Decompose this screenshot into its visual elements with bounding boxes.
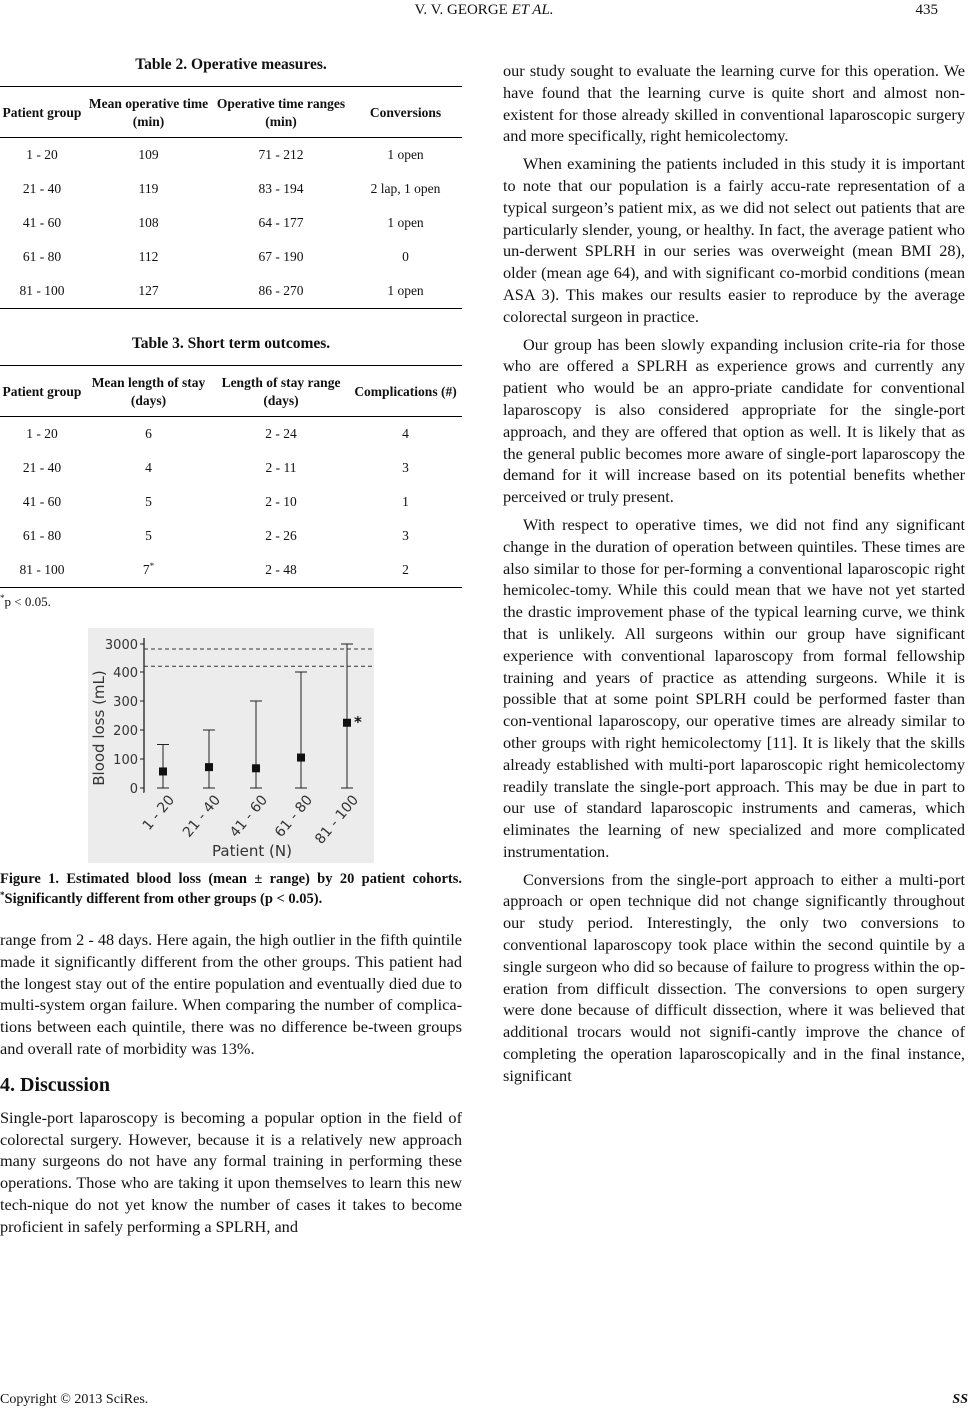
table-cell: 1 open [387,215,424,230]
y-tick-label: 400 [113,666,138,681]
table-cell: 119 [138,181,159,196]
table-cell: 81 - 100 [0,274,84,309]
table-cell: 2 - 24 [265,426,297,441]
figure-caption-mark: * [0,890,5,900]
table-cell: 86 - 270 [213,274,349,309]
table-cell: 21 - 40 [22,181,62,196]
table2-header-cell: Conversions [349,87,462,138]
paragraph: Conversions from the single-port approach to either a multi-port approach or open technique did not change significantly throughout our study period. Interestingly, the only two conversions to conventional laparoscopy took place within the second quintile by a single surgeon who did so because of failure to progress within the op-eration from difficult dissection. The conversions to open surgery were done because of difficult dissection, where it was believed that additional trocars would not signifi-cantly improve the chance of completing the operation laparoscopically and in the final instance, significant [503,869,965,1085]
table-cell-value: 7 [142,562,150,577]
table-row [0,206,462,240]
table2-header-cell: Patient group [0,87,84,138]
table-cell: 61 - 80 [22,249,62,264]
table-cell: 109 [138,147,159,162]
table-row [0,519,462,553]
y-tick-label: 3000 [104,638,138,653]
table-cell: 83 - 194 [258,181,304,196]
table-cell: 81 - 100 [0,553,84,588]
table2-caption: Table 2. Operative measures. [135,56,327,73]
table-cell: 1 open [387,147,424,162]
table-cell: 6 [145,426,152,441]
right-column [503,50,965,1087]
mean-point [343,719,351,727]
mean-point [205,763,213,771]
paragraph: With respect to operative times, we did not find any significant change in the duration of operation between quintiles. These times are also similar to those for per-forming a conventional laparoscopic right hemicolec-tomy. While this could mean that we have not yet started the drastic improvement phase of the typical learning curve, we think that is unlikely. All surgeons within our group have significant experience with conventional laparoscopy from formal fellowship training and years of practice as attending surgeons. While it is possible that at some point SPLRH could be performed faster than con-ventional laparoscopy, our operative times are already similar to other groups with right hemicolectomy [11]. It is likely that the skills already established with multi-port laparoscopic right hemicolectomy readily translate the single-port approach. This may be due in part to our use of standard laparoscopic instruments and cameras, which eliminates the learning of new specialized and more complicated instrumentation. [503,514,965,861]
table-cell: 61 - 80 [22,528,62,543]
header-authors: V. V. GEORGE [414,2,508,18]
left-body-text [0,929,462,1238]
x-tick-label: 41 - 60 [226,792,272,841]
table-row [0,240,462,274]
y-tick-label: 100 [113,753,138,768]
table-cell: 2 lap, 1 open [370,181,441,196]
table-cell: 41 - 60 [22,215,62,230]
x-tick-label: 81 - 100 [312,792,363,848]
table-cell: 4 [402,426,409,441]
page-number: 435 [915,2,938,18]
table3-header-cell: Length of stay range (days) [213,366,349,417]
table-row [0,485,462,519]
table-cell: 41 - 60 [22,494,62,509]
y-tick-label: 200 [113,724,138,739]
paragraph: Single-port laparoscopy is becoming a popular option in the field of colorectal surgery. However, because it is a relatively new approach many surgeons do not have any formal training in performing these operations. Those who are taking it upon themselves to learn this new tech-nique do not yet know the number of cases it takes to become proficient in safely performing a SPLRH, and [0,1107,462,1236]
footnote-text: p < 0.05. [4,594,51,609]
table-cell: 4 [145,460,152,475]
header-etal: ET AL. [511,2,554,18]
running-header [0,2,968,24]
table-row [0,138,462,173]
table-cell: 2 - 11 [265,460,297,475]
figure-1 [0,628,462,863]
figure-caption-rest: Significantly different from other groups (p < 0.05). [4,891,323,907]
table3-footnote [0,594,462,610]
table3-header-row [0,366,462,417]
table-cell: 3 [402,460,409,475]
table-cell: 1 [402,494,409,509]
table-cell [84,553,213,588]
paragraph: When examining the patients included in this study it is important to note that our population is a fairly accu-rate representation of a typical surgeon’s patient mix, as we did not select out patients that are particularly slender, young, or healthy. In fact, the average patient who un-derwent SPLRH in our series was overweight (mean BMI 28), older (mean age 64), and with significant co-morbid conditions (mean ASA 3). This makes our results easier to reproduce by the average colorectal surgeon in practice. [503,154,965,326]
mean-point [159,767,167,775]
section-heading: 4. Discussion [0,1073,111,1096]
table-cell: 0 [402,249,409,264]
table-cell: 2 - 48 [213,553,349,588]
table3-caption: Table 3. Short term outcomes. [131,335,331,352]
table-cell: 71 - 212 [258,147,304,162]
y-tick-label: 300 [113,695,138,710]
table-cell: 2 [349,553,462,588]
table-cell: 1 open [349,274,462,309]
table3 [0,365,462,588]
table-cell: 5 [145,528,152,543]
paragraph: our study sought to evaluate the learning curve for this operation. We have found that the learning curve is quite short and almost non-existent for those already skilled in conventional laparoscopic surgery and more specifically, right hemicolectomy. [503,61,965,146]
figure-caption-main: Figure 1. Estimated blood loss (mean ± range) by 20 patient cohorts. [0,871,462,887]
x-axis-label: Patient (N) [212,842,292,860]
left-column [0,50,462,1238]
table-cell: 64 - 177 [258,215,304,230]
x-tick-label: 61 - 80 [271,792,317,841]
x-tick-label: 1 - 20 [139,792,179,834]
table2-header-cell: Mean operative time (min) [84,87,213,138]
table-row [0,172,462,206]
table-cell: 5 [145,494,152,509]
table3-header-cell: Patient group [0,366,84,417]
table2-header-cell: Operative time ranges (min) [213,87,349,138]
table3-header-cell: Complications (#) [349,366,462,417]
table-row [0,553,462,588]
table-cell: 1 - 20 [26,147,58,162]
table-cell: 112 [138,249,159,264]
footnote-mark: * [0,593,5,603]
table-cell: 2 - 10 [265,494,297,509]
y-axis-label: Blood loss (mL) [90,670,108,786]
table-cell: 2 - 26 [265,528,297,543]
table-cell: 108 [138,215,159,230]
table-row [0,417,462,452]
paragraph: range from 2 - 48 days. Here again, the high outlier in the fifth quintile made it significantly different from the other groups. This patient had the longest stay out of the entire population and eventually died due to multi-system organ failure. When comparing the number of complica-tions between each quintile, there was no difference be-tween groups and overall rate of morbidity was 13%. [0,930,462,1058]
table-cell: 3 [402,528,409,543]
table2-header-row [0,87,462,138]
x-tick-label: 21 - 40 [179,792,225,841]
table-row [0,274,462,309]
table-cell: 1 - 20 [26,426,58,441]
table-cell: 21 - 40 [22,460,62,475]
mean-point [252,764,260,772]
table-row [0,451,462,485]
significance-mark: * [149,561,155,571]
table2 [0,86,462,309]
blood-loss-chart [0,628,462,863]
paragraph: Our group has been slowly expanding inclusion crite-ria for those who are offered a SPLRH as experience grows and currently any patient who would be an appro-priate candidate for conventional laparoscopy is also considered appropriate for the single-port approach, and they are offered that option as well. It is likely that as the general public becomes more aware of single-port laparoscopy the demand for it will increase based on its potential benefits whether perceived or truly present. [503,334,965,507]
mean-point [297,754,305,762]
copyright: Copyright © 2013 SciRes. [0,1392,149,1407]
running-title [0,2,968,19]
figure-caption [0,869,462,909]
table-cell: 127 [84,274,213,309]
significance-annotation: * [354,712,362,731]
table-cell: 67 - 190 [258,249,304,264]
journal-code: SS [952,1392,968,1407]
y-tick-label: 0 [129,782,138,797]
table3-header-cell: Mean length of stay (days) [84,366,213,417]
